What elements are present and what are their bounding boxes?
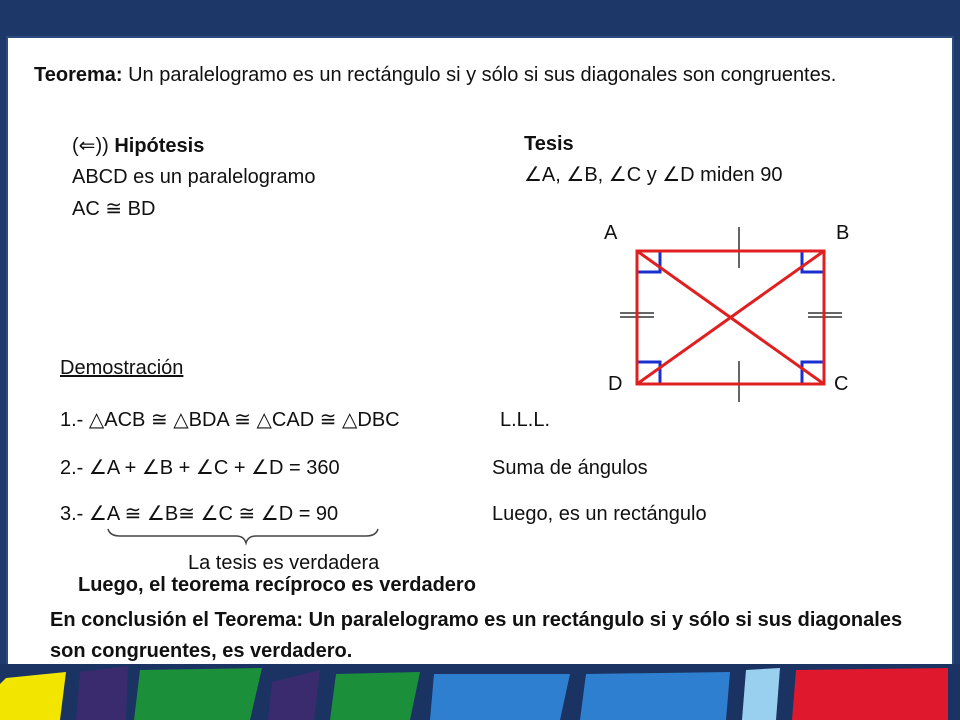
footer-shapes (0, 664, 960, 720)
hypothesis-title: Hipótesis (114, 135, 205, 157)
brace (108, 529, 378, 543)
thesis-title: Tesis (524, 133, 574, 155)
vertex-label-a: A (604, 222, 618, 244)
footer-shape-purple-2 (268, 670, 320, 720)
hypothesis-line-2: AC ≅ BD (72, 198, 156, 220)
hypothesis-heading: (⇐)) Hipótesis (72, 135, 205, 157)
footer-shape-green-2 (330, 672, 420, 720)
step-2-statement: 2.- ∠A + ∠B + ∠C + ∠D = 360 (60, 457, 340, 479)
step-3-statement: 3.- ∠A ≅ ∠B≅ ∠C ≅ ∠D = 90 (60, 503, 339, 525)
step-1-statement: 1.- △ACB ≅ △BDA ≅ △CAD ≅ △DBC (60, 409, 400, 431)
footer-shape-lightblue (742, 668, 780, 720)
step-2-reason: Suma de ángulos (492, 457, 648, 479)
hypothesis-line-1: ABCD es un paralelogramo (72, 166, 316, 188)
conclusion-reciprocal: Luego, el teorema recíproco es verdadero (78, 574, 476, 596)
footer-shape-green (134, 668, 262, 720)
footer-shape-purple-1 (76, 666, 128, 720)
demo-title: Demostración (60, 357, 184, 379)
vertex-label-b: B (836, 222, 850, 244)
footer-shape-yellow (0, 672, 66, 720)
brace-note: La tesis es verdadera (188, 552, 380, 574)
figure-shapes (108, 227, 842, 543)
vertex-label-d: D (608, 373, 623, 395)
top-bar (0, 0, 960, 40)
slide (6, 36, 954, 666)
step-1-reason: L.L.L. (500, 409, 551, 431)
left-arrow-icon: ⇐ (78, 135, 96, 157)
theorem-label: Teorema: (34, 64, 123, 86)
step-3-reason: Luego, es un rectángulo (492, 503, 707, 525)
theorem-text: Un paralelogramo es un rectángulo si y sólo si sus diagonales son congruentes. (122, 64, 837, 86)
footer-shape-blue-1 (430, 674, 570, 720)
footer-shape-red (792, 668, 948, 720)
vertex-label-c: C (834, 373, 849, 395)
thesis-line: ∠A, ∠B, ∠C y ∠D miden 90 (524, 164, 783, 186)
footer-band (0, 664, 960, 720)
conclusion-final: En conclusión el Teorema: Un paralelogramo es un rectángulo si y sólo si sus diagonales son congruentes, es verdadero. (50, 609, 903, 662)
rectangle-figure (8, 38, 952, 664)
footer-shape-blue-2 (580, 672, 730, 720)
